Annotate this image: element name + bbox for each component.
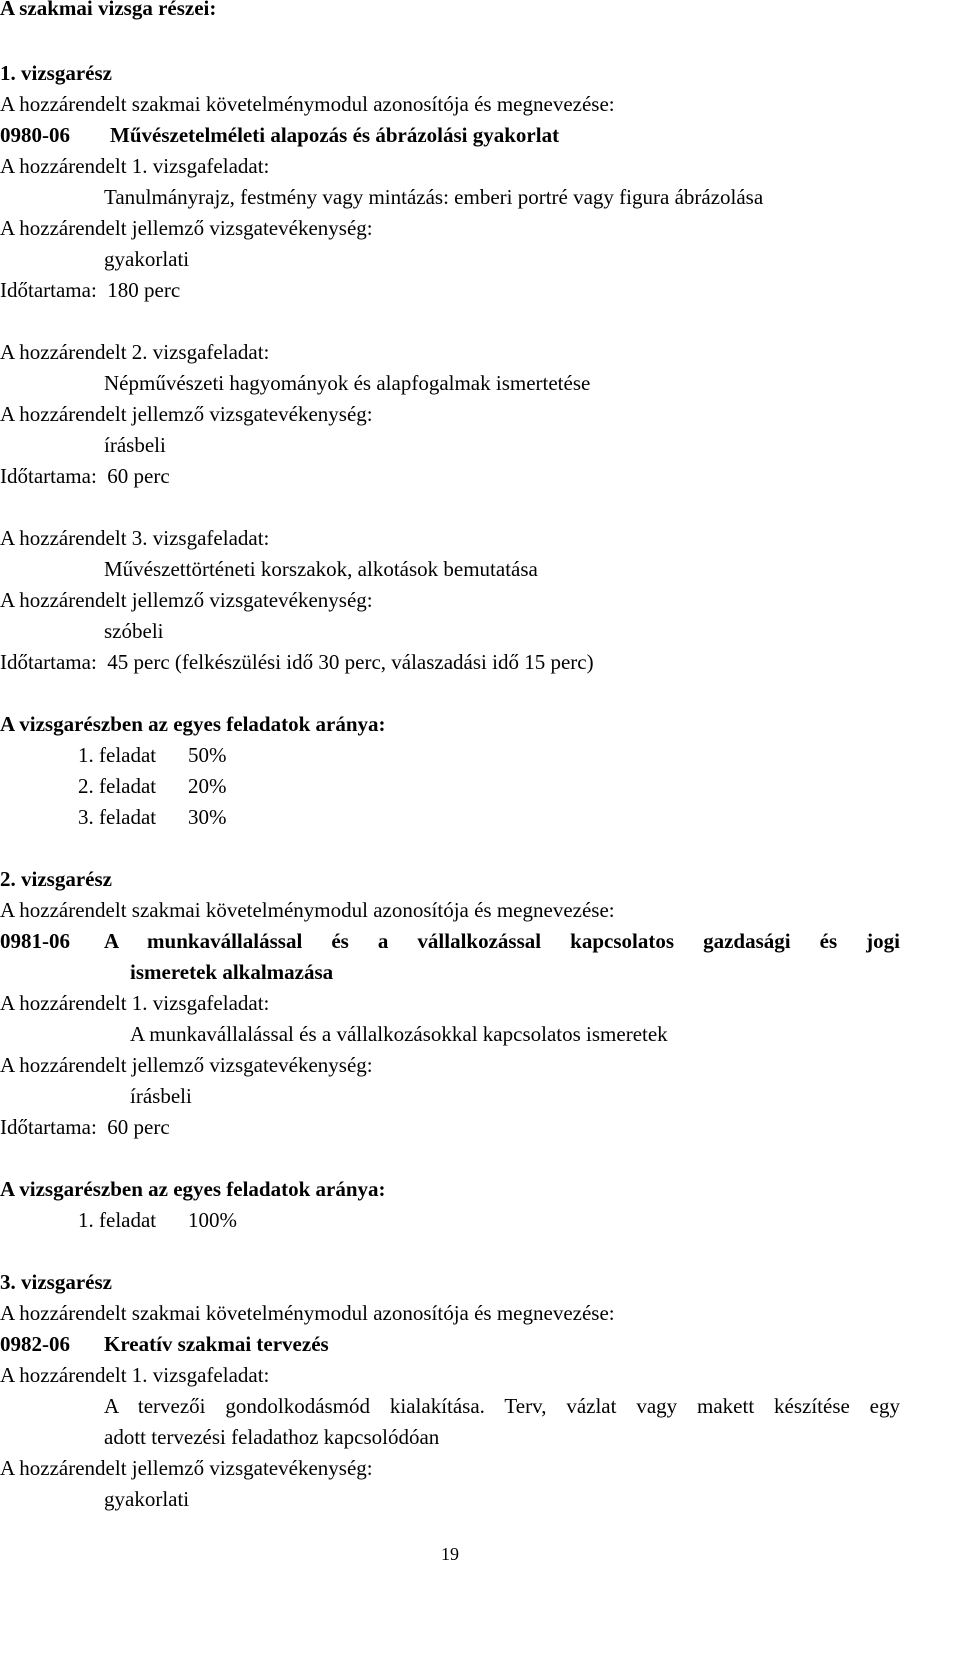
part-1-module bbox=[0, 122, 559, 148]
part-1-task-1-name: Tanulmányrajz, festmény vagy mintázás: emberi portré vagy figura ábrázolása bbox=[104, 185, 764, 209]
part-1-task-3-duration bbox=[0, 649, 594, 675]
ratio-value: 30% bbox=[188, 805, 227, 829]
ratio-task: 3. feladat bbox=[78, 805, 157, 829]
part-1-ratio-row bbox=[78, 804, 227, 830]
part-1-task-3-name: Művészettörténeti korszakok, alkotások bemutatása bbox=[104, 557, 538, 581]
duration-value: 45 perc (felkészülési idő 30 perc, válaszadási idő 15 perc) bbox=[107, 650, 594, 674]
part-1-task-2-activity: írásbeli bbox=[104, 433, 166, 457]
part-1-title: 1. vizsgarész bbox=[0, 61, 112, 85]
part-3-task-1-name-line2: adott tervezési feladathoz kapcsolódóan bbox=[104, 1425, 440, 1449]
part-1-task-2-activity-label: A hozzárendelt jellemző vizsgatevékenység: bbox=[0, 402, 373, 426]
part-2-task-1-activity: írásbeli bbox=[130, 1084, 192, 1108]
duration-label: Időtartama: bbox=[0, 1115, 97, 1139]
module-code: 0982-06 bbox=[0, 1332, 70, 1356]
part-2-ratio-title: A vizsgarészben az egyes feladatok aránya: bbox=[0, 1177, 386, 1201]
ratio-task: 1. feladat bbox=[78, 1208, 157, 1232]
duration-label: Időtartama: bbox=[0, 650, 97, 674]
duration-label: Időtartama: bbox=[0, 464, 97, 488]
duration-value: 60 perc bbox=[107, 1115, 170, 1139]
part-3-title: 3. vizsgarész bbox=[0, 1270, 112, 1294]
part-2-module-name-line1: A munkavállalással és a vállalkozással kapcsolatos gazdasági és jogi bbox=[104, 929, 900, 953]
part-2-task-1-activity-label: A hozzárendelt jellemző vizsgatevékenység: bbox=[0, 1053, 373, 1077]
module-name: Kreatív szakmai tervezés bbox=[104, 1332, 329, 1356]
part-2-module-label: A hozzárendelt szakmai követelménymodul azonosítója és megnevezése: bbox=[0, 898, 615, 922]
page-number: 19 bbox=[441, 1544, 459, 1564]
duration-value: 60 perc bbox=[107, 464, 170, 488]
part-1-task-1-duration bbox=[0, 277, 180, 303]
part-3-task-1-name-line1: A tervezői gondolkodásmód kialakítása. Terv, vázlat vagy makett készítése egy bbox=[104, 1394, 900, 1418]
ratio-task: 1. feladat bbox=[78, 743, 157, 767]
duration-value: 180 perc bbox=[107, 278, 181, 302]
ratio-task: 2. feladat bbox=[78, 774, 157, 798]
part-1-task-3-label: A hozzárendelt 3. vizsgafeladat: bbox=[0, 526, 270, 550]
part-1-ratio-row bbox=[78, 742, 227, 768]
part-1-task-1-activity-label: A hozzárendelt jellemző vizsgatevékenység: bbox=[0, 216, 373, 240]
part-3-module-label: A hozzárendelt szakmai követelménymodul azonosítója és megnevezése: bbox=[0, 1301, 615, 1325]
module-name: Művészetelméleti alapozás és ábrázolási gyakorlat bbox=[110, 123, 560, 147]
part-3-task-1-activity: gyakorlati bbox=[104, 1487, 190, 1511]
part-2-task-1-label: A hozzárendelt 1. vizsgafeladat: bbox=[0, 991, 270, 1015]
part-1-task-2-label: A hozzárendelt 2. vizsgafeladat: bbox=[0, 340, 270, 364]
part-1-task-2-duration bbox=[0, 463, 170, 489]
ratio-value: 100% bbox=[188, 1208, 237, 1232]
part-3-task-1-label: A hozzárendelt 1. vizsgafeladat: bbox=[0, 1363, 270, 1387]
page-heading: A szakmai vizsga részei: bbox=[0, 0, 217, 20]
part-2-task-1-name: A munkavállalással és a vállalkozásokkal kapcsolatos ismeretek bbox=[130, 1022, 668, 1046]
part-2-module-code: 0981-06 bbox=[0, 929, 70, 953]
part-1-ratio-row bbox=[78, 773, 227, 799]
part-2-title: 2. vizsgarész bbox=[0, 867, 112, 891]
part-2-ratio-row bbox=[78, 1207, 237, 1233]
part-1-task-3-activity-label: A hozzárendelt jellemző vizsgatevékenység: bbox=[0, 588, 373, 612]
part-1-task-3-activity: szóbeli bbox=[104, 619, 164, 643]
part-1-task-2-name: Népművészeti hagyományok és alapfogalmak ismertetése bbox=[104, 371, 591, 395]
part-2-module-name-line2: ismeretek alkalmazása bbox=[130, 960, 334, 984]
part-2-task-1-duration bbox=[0, 1114, 170, 1140]
part-1-task-1-label: A hozzárendelt 1. vizsgafeladat: bbox=[0, 154, 270, 178]
module-code: 0980-06 bbox=[0, 123, 70, 147]
duration-label: Időtartama: bbox=[0, 278, 97, 302]
part-1-task-1-activity: gyakorlati bbox=[104, 247, 190, 271]
ratio-value: 50% bbox=[188, 743, 227, 767]
part-1-module-label: A hozzárendelt szakmai követelménymodul azonosítója és megnevezése: bbox=[0, 92, 615, 116]
part-1-ratio-title: A vizsgarészben az egyes feladatok aránya: bbox=[0, 712, 386, 736]
part-3-module bbox=[0, 1331, 329, 1357]
part-3-task-1-activity-label: A hozzárendelt jellemző vizsgatevékenység: bbox=[0, 1456, 373, 1480]
ratio-value: 20% bbox=[188, 774, 227, 798]
